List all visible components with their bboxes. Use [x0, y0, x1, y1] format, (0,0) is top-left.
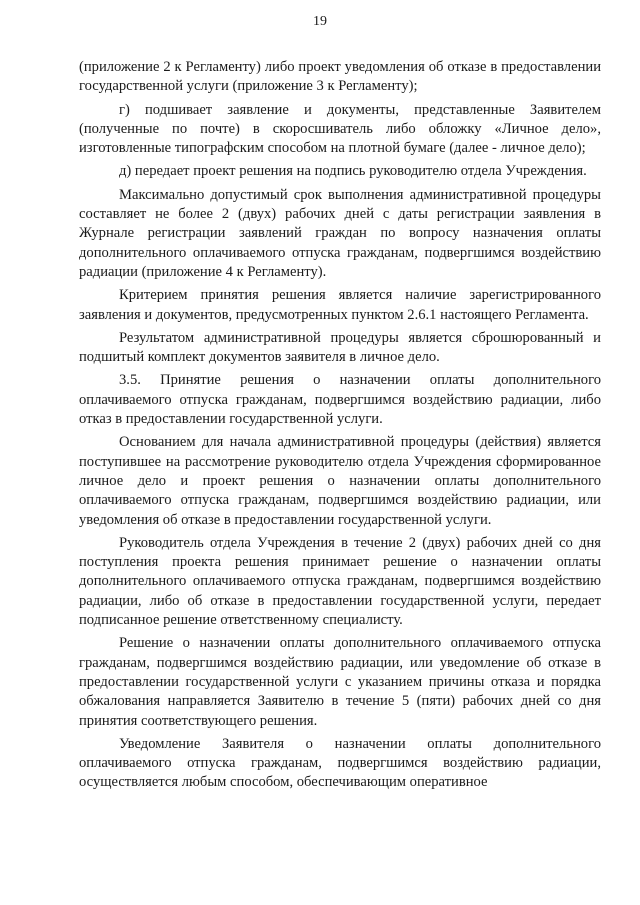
paragraph-9: Руководитель отдела Учреждения в течение 2 (двух) рабочих дней со дня поступления проекта решения принимает решение о назначении оплаты дополнительного оплачиваемого отпуска гражданам, подвергшимся воздействию радиации, либо об отказе в предоставлении государственной услуги, передает подписанное решение ответственному специалисту.	[79, 534, 601, 629]
paragraph-4: Максимально допустимый срок выполнения административной процедуры составляет не более 2 (двух) рабочих дней с даты регистрации заявления в Журнале регистрации заявлений граждан по вопросу назначения оплаты дополнительного оплачиваемого отпуска гражданам, подвергшимся воздействию радиации (приложение 4 к Регламенту).	[79, 186, 601, 280]
paragraph-11: Уведомление Заявителя о назначении оплаты дополнительного оплачиваемого отпуска гражданам, подвергшимся воздействию радиации, осуществляется любым способом, обеспечивающим оперативное	[79, 735, 601, 791]
paragraph-2: г) подшивает заявление и документы, представленные Заявителем (полученные по почте) в скоросшиватель либо обложку «Личное дело», изготовленные типографским способом на плотной бумаге (далее - личное дело);	[79, 101, 601, 157]
paragraph-3: д) передает проект решения на подпись руководителю отдела Учреждения.	[119, 163, 587, 180]
paragraph-8: Основанием для начала административной процедуры (действия) является поступившее на рассмотрение руководителю отдела Учреждения сформированное личное дело и проект решения о назначении оплаты дополнительного оплачиваемого отпуска гражданам, подвергшимся воздействию радиации, или уведомления об отказе в предоставлении государственной услуги.	[79, 434, 601, 528]
paragraph-10: Решение о назначении оплаты дополнительного оплачиваемого отпуска гражданам, подвергшимся воздействию радиации, или уведомление об отказе в предоставлении государственной услуги с указанием причины отказа и порядка обжалования направляется Заявителю в течение 5 (пяти) рабочих дней со дня принятия соответствующего решения.	[79, 635, 601, 729]
paragraph-6: Результатом административной процедуры является сброшюрованный и подшитый комплект документов заявителя в личное дело.	[79, 329, 601, 366]
paragraph-5: Критерием принятия решения является наличие зарегистрированного заявления и документов, предусмотренных пунктом 2.6.1 настоящего Регламента.	[79, 287, 601, 323]
paragraph-1: (приложение 2 к Регламенту) либо проект уведомления об отказе в предоставлении государственной услуги (приложение 3 к Регламенту);	[79, 59, 601, 95]
page-number: 19	[313, 14, 327, 29]
document-body	[79, 58, 601, 797]
section-heading-3-5: 3.5. Принятие решения о назначении оплаты дополнительного оплачиваемого отпуска гражданам, подвергшимся воздействию радиации, либо отказ в предоставлении государственной услуги.	[79, 372, 601, 428]
